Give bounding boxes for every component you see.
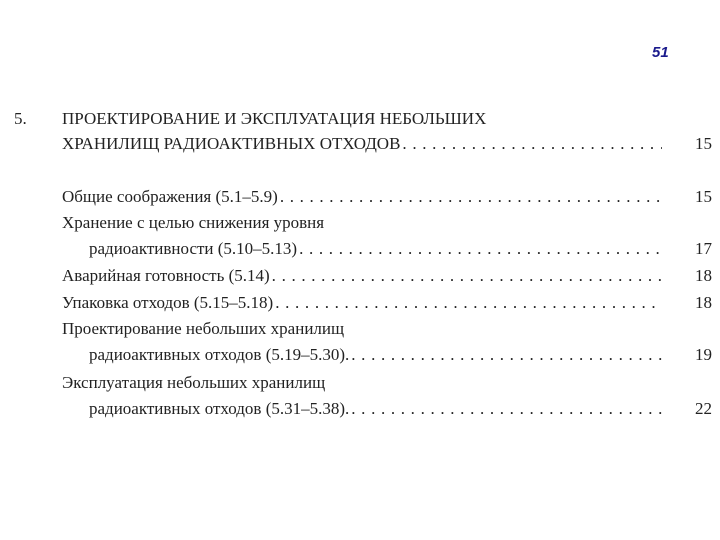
toc-entry-page: 19: [695, 345, 712, 364]
toc-entry: [62, 318, 662, 340]
toc-entry: [62, 265, 662, 287]
toc-entry-continuation: [89, 238, 662, 260]
toc-entry-title: радиоактивности (5.10–5.13): [89, 239, 298, 258]
dot-leader: [402, 133, 662, 155]
toc-entry-continuation: [89, 398, 662, 420]
toc-entry-page: 18: [695, 266, 712, 285]
dot-leader: [275, 292, 662, 314]
toc-entry: [62, 186, 662, 208]
toc-entry: [62, 292, 662, 314]
dot-leader: [272, 265, 662, 287]
toc-entry: [62, 212, 662, 234]
toc-entry-title: радиоактивных отходов (5.19–5.30).: [89, 345, 350, 364]
toc-entry-title: Аварийная готовность (5.14): [62, 266, 270, 285]
dot-leader: [280, 186, 662, 208]
toc-entry-continuation: [89, 344, 662, 366]
toc-entry-page: 15: [695, 187, 712, 206]
toc-entry-title: Упаковка отходов (5.15–5.18): [62, 293, 274, 312]
page-number: 51: [652, 44, 669, 61]
chapter-title-text: ХРАНИЛИЩ РАДИОАКТИВНЫХ ОТХОДОВ: [62, 134, 401, 153]
toc-entry-title: Хранение с целью снижения уровня: [62, 213, 325, 232]
toc-entry-page: 17: [695, 239, 712, 258]
dot-leader: [351, 398, 662, 420]
chapter-title-text: ПРОЕКТИРОВАНИЕ И ЭКСПЛУАТАЦИЯ НЕБОЛЬШИХ: [62, 109, 487, 128]
toc-entry-title: радиоактивных отходов (5.31–5.38).: [89, 399, 350, 418]
chapter-title-line2: [62, 133, 662, 155]
chapter-page-number: 15: [695, 134, 712, 153]
toc-entry-page: 18: [695, 293, 712, 312]
toc-entry-title: Эксплуатация небольших хранилищ: [62, 373, 326, 392]
toc-entry-title: Общие соображения (5.1–5.9): [62, 187, 278, 206]
toc-entry: [62, 372, 662, 394]
chapter-title-line1: [62, 108, 662, 130]
dot-leader: [299, 238, 662, 260]
toc-entry-page: 22: [695, 399, 712, 418]
toc-entry-title: Проектирование небольших хранилищ: [62, 319, 345, 338]
dot-leader: [351, 344, 662, 366]
chapter-number: 5.: [14, 109, 27, 128]
